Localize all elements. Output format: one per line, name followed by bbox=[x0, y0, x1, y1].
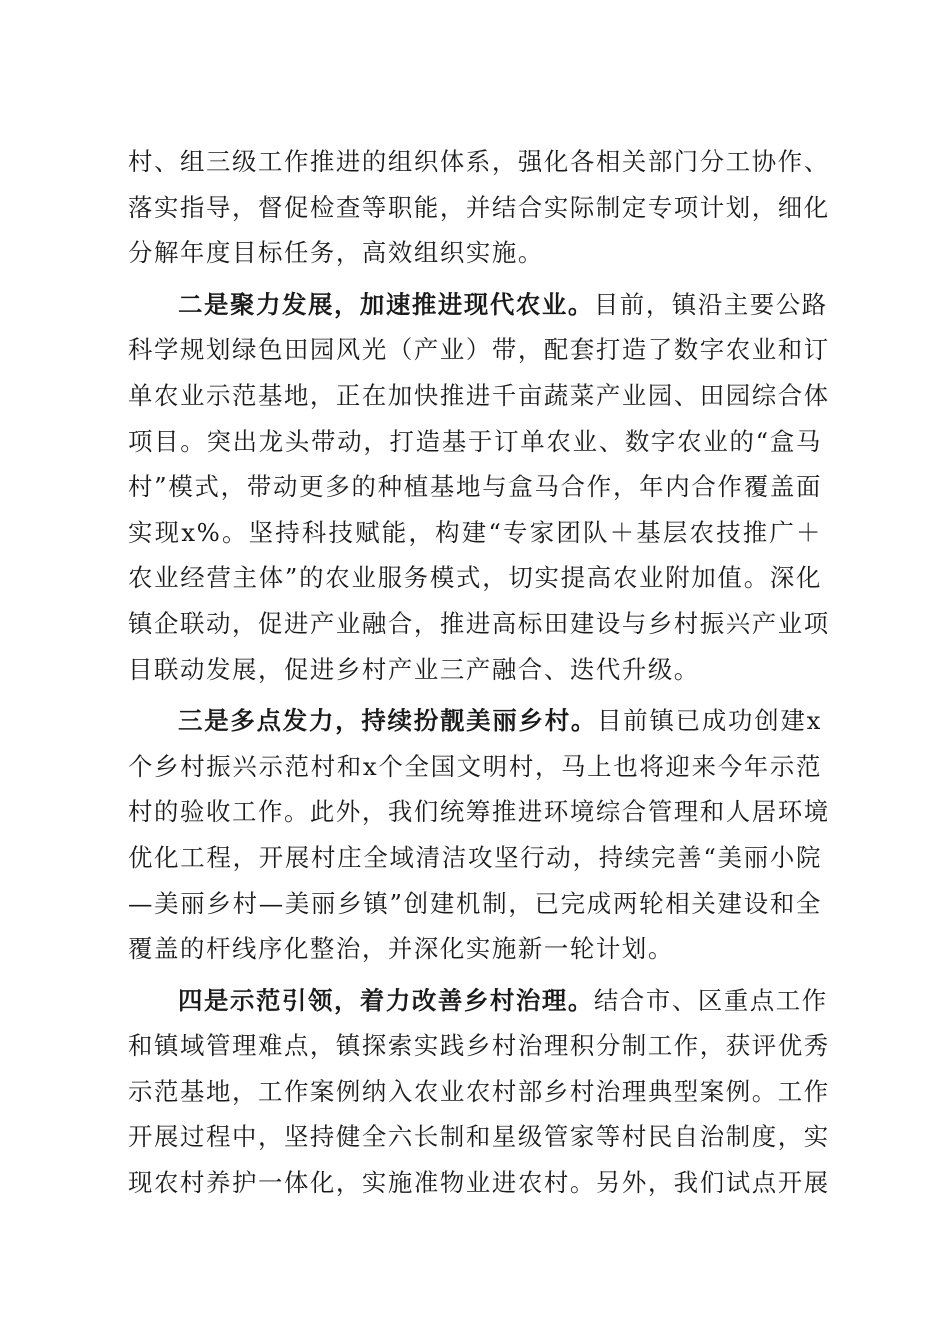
text-line: 个乡村振兴示范村和x个全国文明村，马上也将迎来今年示范 bbox=[128, 751, 822, 781]
text-line: 优化工程，开展村庄全域清洁攻坚行动，持续完善“美丽小院 bbox=[128, 842, 822, 872]
text-line: 科学规划绿色田园风光（产业）带，配套打造了数字农业和订 bbox=[128, 335, 830, 365]
text-line: 落实指导，督促检查等职能，并结合实际制定专项计划，细化 bbox=[128, 192, 830, 222]
text-line bbox=[128, 698, 822, 744]
text-fragment: 目前镇已成功创建x bbox=[597, 706, 822, 736]
paragraph-heading: 四是示范引领，着力改善乡村治理。 bbox=[178, 985, 594, 1015]
text-line: 村”模式，带动更多的种植基地与盒马合作，年内合作覆盖面 bbox=[128, 472, 822, 502]
text-fragment: 目前，镇沿主要公路 bbox=[593, 289, 828, 319]
document-page bbox=[128, 139, 830, 1206]
text-line: 镇企联动，促进产业融合，推进高标田建设与乡村振兴产业项 bbox=[128, 608, 830, 638]
paragraph-2 bbox=[128, 282, 830, 692]
text-line: 村、组三级工作推进的组织体系，强化各相关部门分工协作、 bbox=[128, 147, 830, 176]
text-line: 目联动发展，促进乡村产业三产融合、迭代升级。 bbox=[128, 654, 700, 684]
text-line: 实现x%。坚持科技赋能，构建“专家团队＋基层农技推广＋ bbox=[128, 517, 822, 547]
text-line: —美丽乡村—美丽乡镇”创建机制，已完成两轮相关建设和全 bbox=[128, 888, 822, 918]
text-line: 单农业示范基地，正在加快推进千亩蔬菜产业园、田园综合体 bbox=[128, 380, 830, 410]
paragraph-1 bbox=[128, 139, 830, 276]
text-line: 示范基地，工作案例纳入农业农村部乡村治理典型案例。工作 bbox=[128, 1076, 830, 1106]
paragraph-heading: 三是多点发力，持续扮靓美丽乡村。 bbox=[178, 706, 598, 736]
text-line: 农业经营主体”的农业服务模式，切实提高农业附加值。深化 bbox=[128, 563, 822, 593]
text-line: 项目。突出龙头带动，打造基于订单农业、数字农业的“盒马 bbox=[128, 426, 822, 456]
text-line bbox=[128, 978, 828, 1024]
text-line bbox=[128, 282, 828, 328]
text-line: 分解年度目标任务，高效组织实施。 bbox=[128, 238, 544, 268]
text-line: 开展过程中，坚持健全六长制和星级管家等村民自治制度，实 bbox=[128, 1122, 830, 1152]
text-fragment: 结合市、区重点工作 bbox=[593, 985, 828, 1015]
text-line: 现农村养护一体化，实施准物业进农村。另外，我们试点开展 bbox=[128, 1168, 830, 1198]
paragraph-heading: 二是聚力发展，加速推进现代农业。 bbox=[178, 289, 594, 319]
paragraph-3 bbox=[128, 698, 830, 972]
text-line: 和镇域管理难点，镇探索实践乡村治理积分制工作，获评优秀 bbox=[128, 1031, 830, 1061]
text-line: 覆盖的杆线序化整治，并深化实施新一轮计划。 bbox=[128, 934, 674, 964]
text-line: 村的验收工作。此外，我们统筹推进环境综合管理和人居环境 bbox=[128, 797, 830, 827]
paragraph-4 bbox=[128, 978, 830, 1206]
